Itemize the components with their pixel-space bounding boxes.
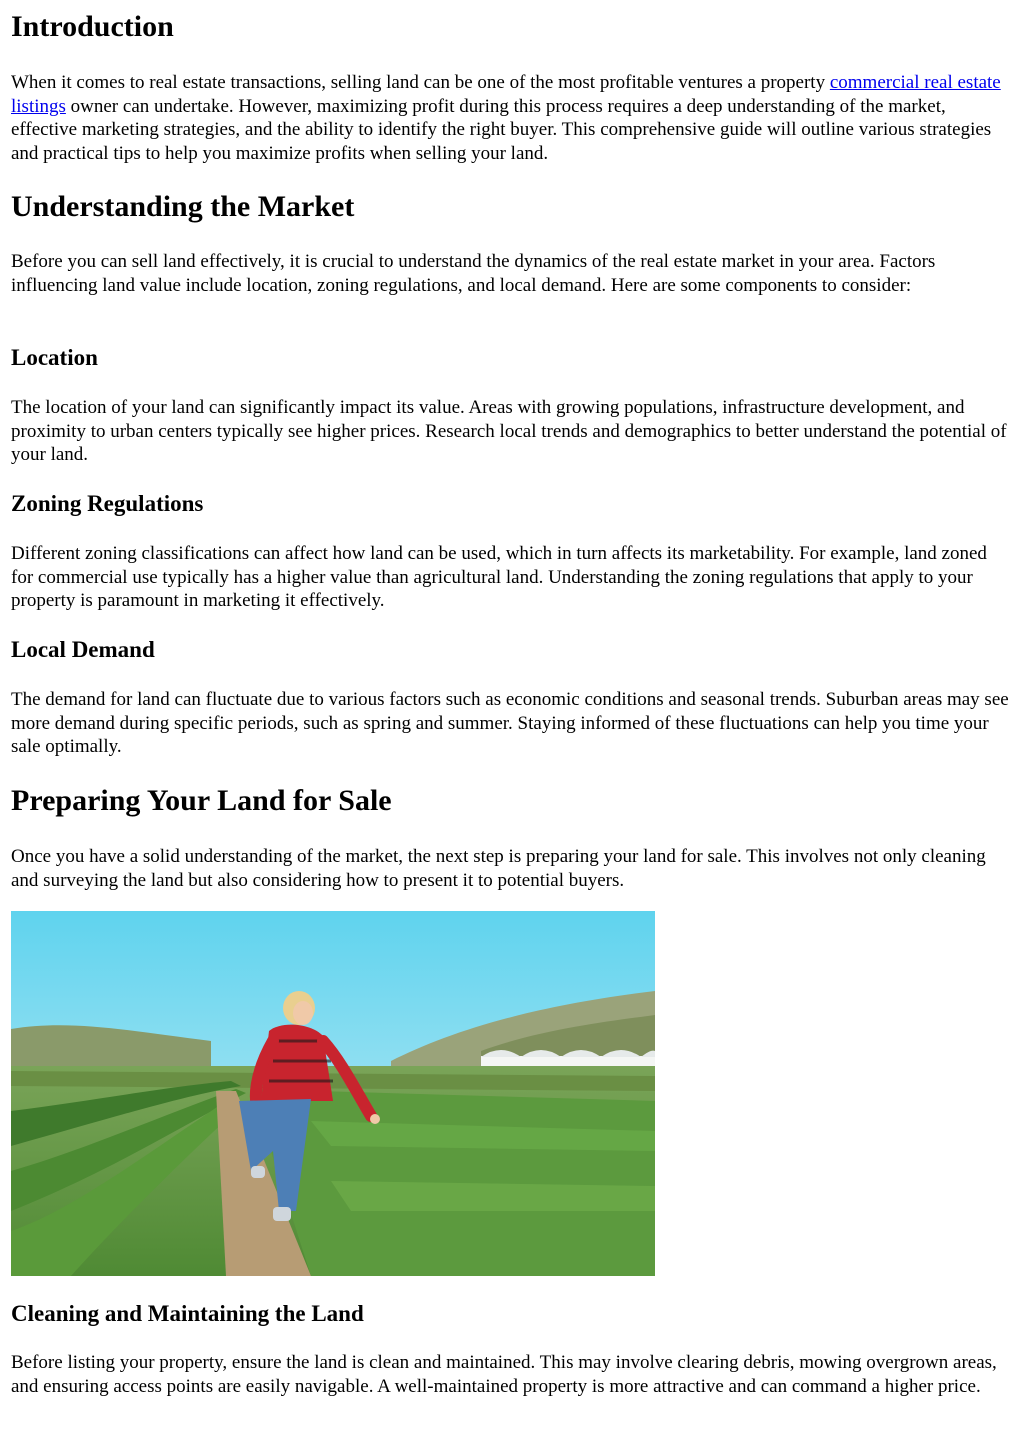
heading-local-demand: Local Demand [11,637,155,662]
commercial-listings-link[interactable]: commercial real estate listings [11,72,1001,117]
market-paragraph: Before you can sell land effectively, it is crucial to understand the dynamics of the real estate market in your area. Factors influencing land value include location, zoning regulations, and local demand. Here are some components to consider: [11,251,936,296]
intro-text-before: When it comes to real estate transactions, selling land can be one of the most profitable ventures a property [11,72,830,93]
heading-cleaning: Cleaning and Maintaining the Land [11,1301,364,1326]
location-paragraph: The location of your land can significantly impact its value. Areas with growing populations, infrastructure development, and proximity to urban centers typically see higher prices. Research local trends and demographics to better understand the potential of your land. [11,397,1007,465]
preparing-paragraph: Once you have a solid understanding of the market, the next step is preparing your land for sale. This involves not only cleaning and surveying the land but also considering how to present it to potential buyers. [11,846,986,891]
intro-text-after: owner can undertake. However, maximizing profit during this process requires a deep understanding of the market, effective marketing strategies, and the ability to identify the right buyer. This comprehensive guide will outline various strategies and practical tips to help you maximize profits when selling your land. [11,95,992,164]
heading-introduction: Introduction [11,10,174,43]
heading-preparing-land: Preparing Your Land for Sale [11,784,392,817]
demand-paragraph: The demand for land can fluctuate due to various factors such as economic conditions and seasonal trends. Suburban areas may see more demand during specific periods, such as spring and summer. Staying informed of these fluctuations can help you time your sale optimally. [11,689,1009,757]
heading-location: Location [11,345,98,370]
intro-paragraph [11,71,1013,165]
farm-field-illustration [11,911,655,1276]
zoning-paragraph: Different zoning classifications can affect how land can be used, which in turn affects its marketability. For example, land zoned for commercial use typically has a higher value than agricultural land. Understanding the zoning regulations that apply to your property is paramount in marketing it effectively. [11,543,987,611]
farm-field-photo [11,911,655,1276]
cleaning-paragraph: Before listing your property, ensure the land is clean and maintained. This may involve clearing debris, mowing overgrown areas, and ensuring access points are easily navigable. A well-maintained property is more attractive and can command a higher price. [11,1352,997,1397]
heading-understanding-market: Understanding the Market [11,190,355,223]
heading-zoning: Zoning Regulations [11,491,204,516]
